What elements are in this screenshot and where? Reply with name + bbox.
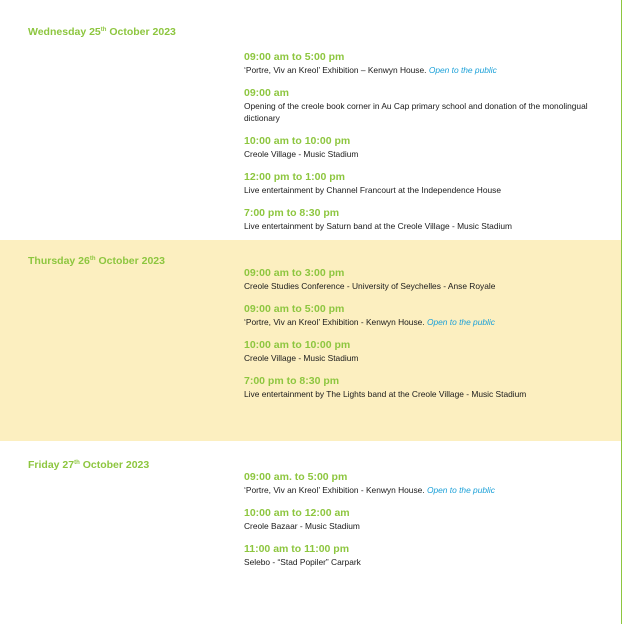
event-time: 7:00 pm to 8:30 pm — [244, 375, 340, 387]
event-description: Creole Bazaar - Music Stadium — [244, 521, 360, 531]
day-title: Friday 27th October 2023 — [28, 459, 150, 471]
day-title: Thursday 26th October 2023 — [28, 255, 165, 267]
day-friday — [0, 441, 621, 624]
day-thursday — [0, 240, 621, 441]
event-description: Opening of the creole book corner in Au Cap primary school and donation of the monolingual dictionary — [244, 101, 588, 123]
event-item — [244, 507, 604, 543]
event-time: 09:00 am to 5:00 pm — [244, 303, 345, 315]
day-wednesday — [0, 0, 621, 240]
event-item — [244, 267, 604, 303]
right-border-rule — [621, 0, 622, 624]
open-to-public-label: Open to the public — [426, 317, 495, 327]
event-item — [244, 51, 604, 87]
event-description: ‘Portre, Viv an Kreol’ Exhibition - Kenwyn House. Open to the public — [244, 317, 495, 327]
event-item — [244, 87, 604, 135]
event-item — [244, 543, 604, 579]
event-time: 09:00 am — [244, 87, 289, 99]
event-item — [244, 207, 604, 243]
event-item — [244, 171, 604, 207]
event-item — [244, 135, 604, 171]
event-list — [244, 51, 604, 243]
day-title: Wednesday 25th October 2023 — [28, 26, 176, 38]
event-time: 10:00 am to 10:00 pm — [244, 339, 351, 351]
event-description: ‘Portre, Viv an Kreol’ Exhibition – Kenwyn House. Open to the public — [244, 65, 497, 75]
open-to-public-label: Open to the public — [428, 65, 497, 75]
event-time: 09:00 am. to 5:00 pm — [244, 471, 348, 483]
event-time: 10:00 am to 12:00 am — [244, 507, 350, 519]
event-list — [244, 267, 604, 423]
event-time: 7:00 pm to 8:30 pm — [244, 207, 340, 219]
event-time: 09:00 am to 5:00 pm — [244, 51, 345, 63]
event-description: Live entertainment by The Lights band at the Creole Village - Music Stadium — [244, 389, 527, 399]
event-list — [244, 471, 604, 579]
event-description: Creole Village - Music Stadium — [244, 149, 359, 159]
event-time: 12:00 pm to 1:00 pm — [244, 171, 345, 183]
event-description: ‘Portre, Viv an Kreol’ Exhibition - Kenwyn House. Open to the public — [244, 485, 495, 495]
event-item — [244, 303, 604, 339]
event-description: Live entertainment by Saturn band at the Creole Village - Music Stadium — [244, 221, 512, 231]
event-description: Creole Studies Conference - University of Seychelles - Anse Royale — [244, 281, 496, 291]
open-to-public-label: Open to the public — [426, 485, 495, 495]
event-description: Selebo - “Stad Popiler” Carpark — [244, 557, 361, 567]
event-item — [244, 471, 604, 507]
event-time: 11:00 am to 11:00 pm — [244, 543, 350, 555]
event-item — [244, 375, 604, 423]
event-item — [244, 339, 604, 375]
event-description: Live entertainment by Channel Francourt at the Independence House — [244, 185, 501, 195]
event-description: Creole Village - Music Stadium — [244, 353, 359, 363]
event-time: 10:00 am to 10:00 pm — [244, 135, 351, 147]
event-time: 09:00 am to 3:00 pm — [244, 267, 345, 279]
